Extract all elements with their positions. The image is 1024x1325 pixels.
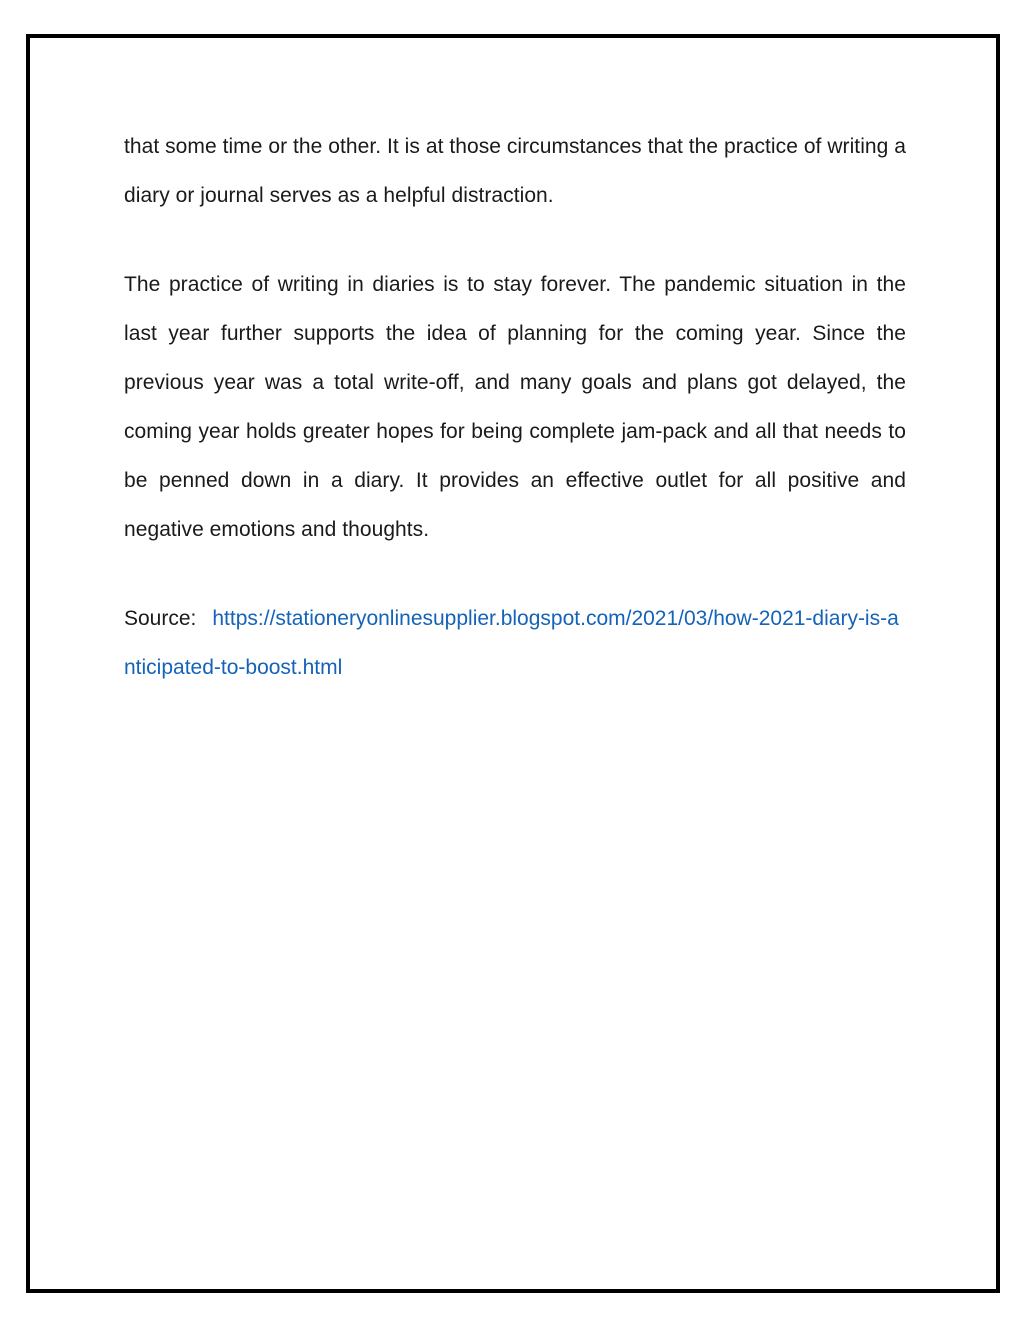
source-line [124,594,906,692]
page-frame [26,34,1000,1293]
source-label: Source: [124,607,197,630]
paragraph-1: that some time or the other. It is at those circumstances that the practice of writing a diary or journal serves as a helpful distraction. [124,135,906,207]
source-link[interactable]: https://stationeryonlinesupplier.blogspot.com/2021/03/how-2021-diary-is-anticipated-to-boost.html [124,607,899,679]
paragraph-2: The practice of writing in diaries is to stay forever. The pandemic situation in the last year further supports the idea of planning for the coming year. Since the previous year was a total write-off, and many goals and plans got delayed, the coming year holds greater hopes for being complete jam-pack and all that needs to be penned down in a diary. It provides an effective outlet for all positive and negative emotions and thoughts. [124,273,906,541]
document-body [124,122,906,713]
